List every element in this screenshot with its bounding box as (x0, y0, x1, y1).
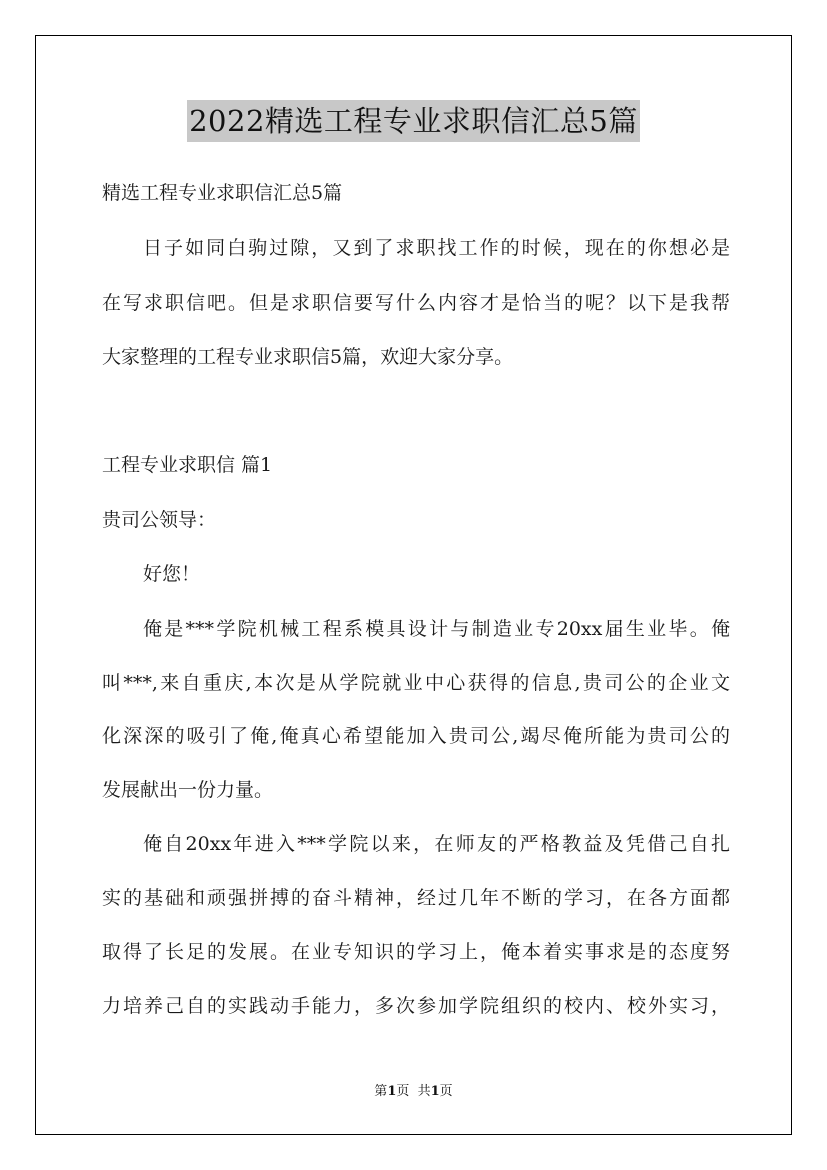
intro-line-3: 大家整理的工程专业求职信5篇，欢迎大家分享。 (102, 346, 514, 368)
paragraph2-line-2: 实的基础和顽强拼搏的奋斗精神，经过几年不断的学习，在各方面都 (102, 887, 730, 909)
paragraph1-line-2: 叫***,来自重庆,本次是从学院就业中心获得的信息,贵司公的企业文 (102, 672, 730, 694)
page-footer (0, 1083, 827, 1101)
footer-page-mid: 页 共 (396, 1084, 431, 1099)
greeting: 好您！ (143, 563, 201, 585)
section-heading: 工程专业求职信 篇1 (102, 454, 273, 476)
footer-page-total: 1 (430, 1084, 440, 1099)
footer-page-prefix: 第 (374, 1084, 388, 1099)
document-title: 2022精选工程专业求职信汇总5篇 (187, 100, 640, 142)
title-container (0, 100, 827, 142)
paragraph2-line-3: 取得了长足的发展。在业专知识的学习上，俺本着实事求是的态度努 (102, 941, 730, 963)
document-subtitle: 精选工程专业求职信汇总5篇 (102, 182, 343, 204)
paragraph2-line-1: 俺自20xx年进入***学院以来，在师友的严格教益及凭借己自扎 (143, 833, 730, 855)
intro-line-2: 在写求职信吧。但是求职信要写什么内容才是恰当的呢？以下是我帮 (102, 292, 730, 314)
paragraph1-line-3: 化深深的吸引了俺,俺真心希望能加入贵司公,竭尽俺所能为贵司公的 (102, 725, 730, 747)
paragraph1-line-4: 发展献出一份力量。 (102, 779, 274, 801)
paragraph2-line-4: 力培养己自的实践动手能力，多次参加学院组织的校内、校外实习， (102, 995, 730, 1017)
footer-page-suffix: 页 (439, 1084, 453, 1099)
footer-page-number: 1 (387, 1084, 397, 1099)
salutation: 贵司公领导： (102, 509, 217, 531)
intro-line-1: 日子如同白驹过隙，又到了求职找工作的时候，现在的你想必是 (143, 237, 730, 259)
paragraph1-line-1: 俺是***学院机械工程系模具设计与制造业专20xx届生业毕。俺 (143, 618, 730, 640)
